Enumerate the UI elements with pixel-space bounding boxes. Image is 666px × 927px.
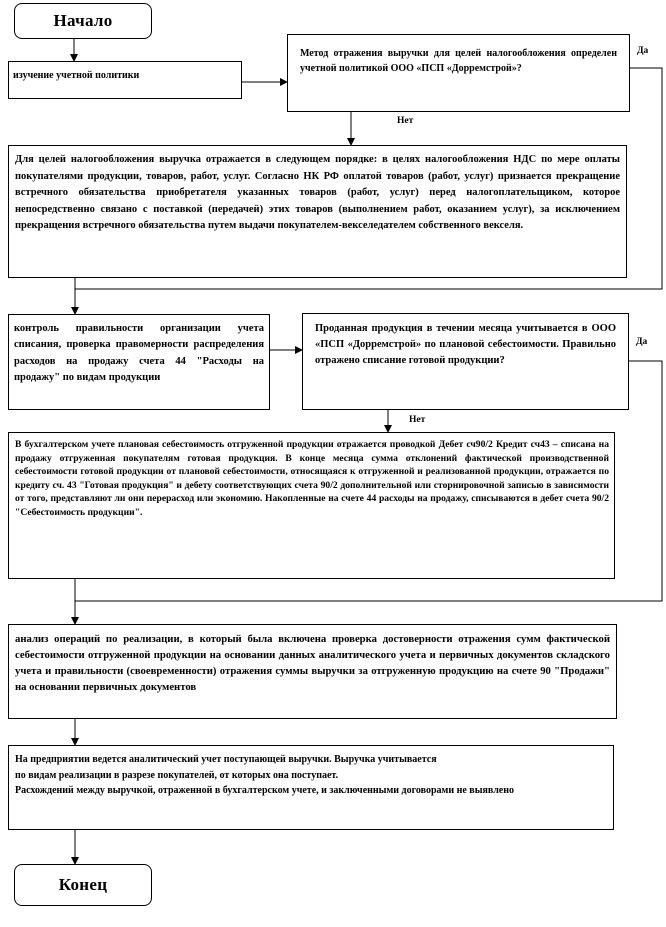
step-analytic-line-3: Расхождений между выручкой, отраженной в бухгалтерском учете, и заключенными договорами не выявлено bbox=[15, 785, 515, 796]
label-no-2: Нет bbox=[409, 415, 426, 425]
step-analytic-accounting bbox=[8, 745, 614, 830]
decision-sold-products bbox=[302, 313, 629, 410]
step-study-policy bbox=[8, 61, 242, 99]
step-analytic-line-2: по видам реализации в разрезе покупателей, от которых она поступает. bbox=[15, 769, 339, 781]
step-study-policy-text: изучение учетной политики bbox=[13, 70, 140, 81]
decision-method-defined-text: Метод отражения выручки для целей налогообложения определен учетной политикой ООО «ПСП «Дорремстрой»? bbox=[300, 48, 617, 74]
end-label: Конец bbox=[58, 874, 108, 894]
step-control-write-off-text: контроль правильности организации учета списания, проверка правомерности распределения расходов на продажу счета 44 "Расходы на продажу" по видам продукции bbox=[14, 323, 264, 383]
label-yes-2: Да bbox=[636, 337, 648, 347]
label-yes-1: Да bbox=[637, 46, 649, 56]
step-sales-analysis bbox=[8, 624, 617, 719]
label-no-1: Нет bbox=[397, 116, 414, 126]
step-analytic-line-1: На предприятии ведется аналитический учет поступающей выручки. Выручка учитывается bbox=[15, 754, 437, 765]
start-terminal bbox=[14, 3, 152, 39]
decision-method-defined bbox=[287, 34, 630, 112]
step-vat-rule bbox=[8, 145, 627, 278]
step-planned-cost bbox=[8, 432, 615, 579]
step-control-write-off bbox=[8, 314, 270, 410]
decision-sold-products-text: Проданная продукция в течении месяца учитывается в ООО «ПСП «Дорремстрой» по плановой себестоимости. Правильно отражено списание готовой продукции? bbox=[315, 323, 616, 366]
step-planned-cost-text: В бухгалтерском учете плановая себестоимость отгруженной продукции отражается проводкой Дебет сч90/2 Кредит сч43 – списана на продажу отгруженная покупателям готовая продукция. В конце месяца сумма отклонений фактической производственной себестоимости готовой продукции от плановой себестоимости, относящаяся к отгруженной и реализованной продукции, отражается по кредиту сч. 43 "Готовая продукция" и дебету соответствующих счета 90/2 дополнительной или сторнировочной записью в зависимости от того, представляют ли они перерасход или экономию. Накопленные на счете 44 расходы на продажу, списываются в дебет счета 90/2 "Себестоимость продукции". bbox=[15, 439, 609, 519]
end-terminal bbox=[14, 864, 152, 906]
step-vat-rule-text: Для целей налогообложения выручка отражается в следующем порядке: в целях налогообложения НДС по мере оплаты покупателями продукции, товаров, работ, услуг. Согласно НК РФ оплатой товаров (работ, услуг) признается прекращение встречного обязательства приобретателя указанных товаров (работ, услуг) перед налогоплательщиком, которое непосредственно связано с поставкой (передачей) этих товаров (выполнением работ, оказанием услуг), за исключением прекращения встречного обязательства путем выдачи покупателем-векселедателем собственного векселя. bbox=[15, 154, 620, 232]
start-label: Начало bbox=[53, 10, 113, 30]
step-sales-analysis-text: анализ операций по реализации, в который была включена проверка достоверности отражения сумм фактической себестоимости отгруженной продукции на основании данных аналитического учета и первичных документов складского учета и правильности (своевременности) отражения суммы выручки за отгруженную продукцию на счете 90 "Продажи" на основании первичных документов bbox=[15, 633, 610, 694]
